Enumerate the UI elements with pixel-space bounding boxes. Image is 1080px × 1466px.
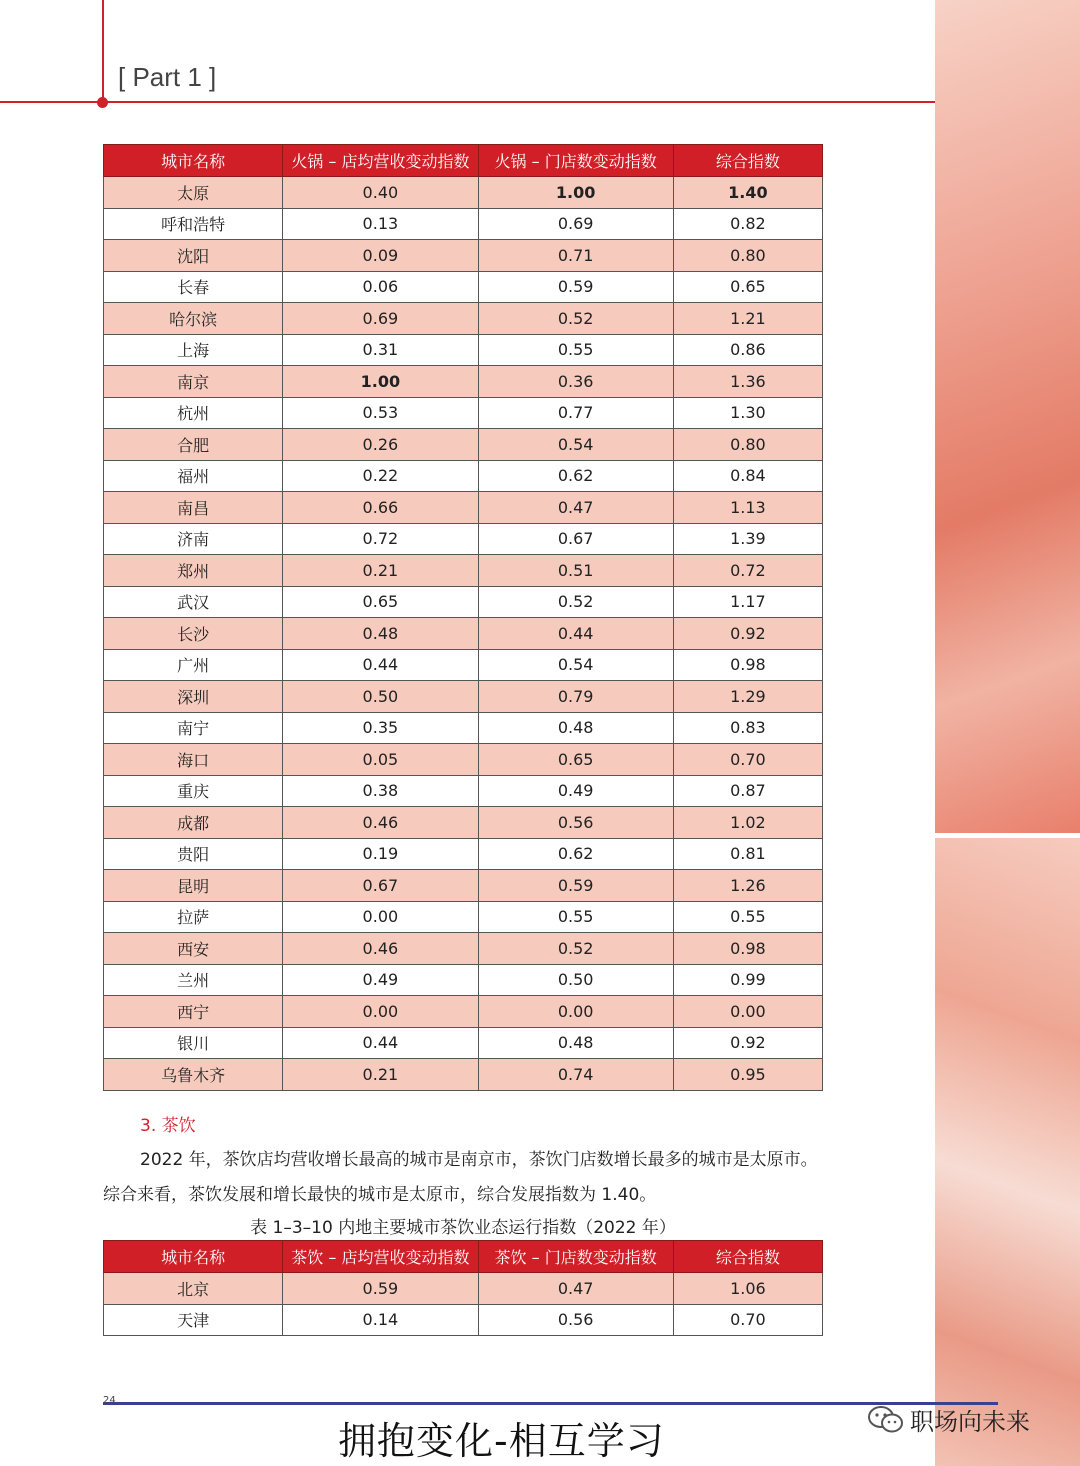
index-value-cell: 0.14 — [283, 1304, 478, 1336]
column-header-city: 城市名称 — [104, 145, 283, 177]
city-name-cell: 沈阳 — [104, 240, 283, 272]
table-row — [104, 996, 823, 1028]
table-row — [104, 807, 823, 839]
table-row — [104, 1027, 823, 1059]
index-value-cell: 0.98 — [673, 649, 822, 681]
index-value-cell: 0.48 — [478, 1027, 673, 1059]
index-value-cell: 0.05 — [283, 744, 478, 776]
index-value-cell: 0.50 — [478, 964, 673, 996]
index-value-cell: 0.00 — [673, 996, 822, 1028]
index-value-cell: 0.54 — [478, 429, 673, 461]
header-rule-dot — [97, 97, 108, 108]
index-value-cell: 0.47 — [478, 492, 673, 524]
city-name-cell: 哈尔滨 — [104, 303, 283, 335]
column-header-store-index: 火锅 – 门店数变动指数 — [478, 145, 673, 177]
city-name-cell: 郑州 — [104, 555, 283, 587]
index-value-cell: 0.62 — [478, 460, 673, 492]
index-value-cell: 0.52 — [478, 586, 673, 618]
index-value-cell: 1.17 — [673, 586, 822, 618]
table-row — [104, 334, 823, 366]
index-value-cell: 1.40 — [673, 177, 822, 209]
table-row — [104, 870, 823, 902]
section-paragraph: 2022 年，茶饮店均营收增长最高的城市是南京市，茶饮门店数增长最多的城市是太原市。综合来看，茶饮发展和增长最快的城市是太原市，综合发展指数为 1.40。 — [103, 1150, 818, 1205]
column-header-revenue-index: 茶饮 – 店均营收变动指数 — [283, 1241, 478, 1273]
city-name-cell: 武汉 — [104, 586, 283, 618]
index-value-cell: 0.46 — [283, 807, 478, 839]
index-value-cell: 0.51 — [478, 555, 673, 587]
index-value-cell: 0.92 — [673, 618, 822, 650]
part-label: [ Part 1 ] — [118, 62, 217, 92]
table-row — [104, 492, 823, 524]
column-header-composite-index: 综合指数 — [673, 1241, 822, 1273]
index-value-cell: 0.67 — [283, 870, 478, 902]
index-value-cell: 0.00 — [478, 996, 673, 1028]
index-value-cell: 1.39 — [673, 523, 822, 555]
index-value-cell: 0.53 — [283, 397, 478, 429]
index-value-cell: 0.86 — [673, 334, 822, 366]
table-row — [104, 1059, 823, 1091]
index-value-cell: 0.59 — [478, 870, 673, 902]
city-name-cell: 济南 — [104, 523, 283, 555]
city-name-cell: 上海 — [104, 334, 283, 366]
header-vertical-rule — [102, 0, 104, 102]
index-value-cell: 0.92 — [673, 1027, 822, 1059]
index-value-cell: 0.98 — [673, 933, 822, 965]
table-row — [104, 366, 823, 398]
table-row — [104, 555, 823, 587]
index-value-cell: 0.47 — [478, 1273, 673, 1305]
table-row — [104, 586, 823, 618]
index-value-cell: 0.48 — [478, 712, 673, 744]
wechat-watermark — [868, 1402, 1030, 1437]
index-value-cell: 1.36 — [673, 366, 822, 398]
index-value-cell: 1.30 — [673, 397, 822, 429]
index-value-cell: 0.87 — [673, 775, 822, 807]
table-row — [104, 271, 823, 303]
index-value-cell: 0.95 — [673, 1059, 822, 1091]
city-name-cell: 南昌 — [104, 492, 283, 524]
index-value-cell: 0.81 — [673, 838, 822, 870]
index-value-cell: 0.84 — [673, 460, 822, 492]
index-value-cell: 0.62 — [478, 838, 673, 870]
index-value-cell: 0.56 — [478, 807, 673, 839]
index-value-cell: 1.29 — [673, 681, 822, 713]
index-value-cell: 0.48 — [283, 618, 478, 650]
index-value-cell: 0.79 — [478, 681, 673, 713]
index-value-cell: 0.13 — [283, 208, 478, 240]
index-value-cell: 1.00 — [478, 177, 673, 209]
index-value-cell: 0.52 — [478, 933, 673, 965]
index-value-cell: 0.55 — [478, 901, 673, 933]
table-row — [104, 208, 823, 240]
column-header-revenue-index: 火锅 – 店均营收变动指数 — [283, 145, 478, 177]
index-value-cell: 0.80 — [673, 429, 822, 461]
index-value-cell: 0.38 — [283, 775, 478, 807]
table-row — [104, 744, 823, 776]
index-value-cell: 0.31 — [283, 334, 478, 366]
hotpot-index-table — [103, 144, 823, 1091]
wechat-icon — [868, 1405, 904, 1435]
index-value-cell: 0.66 — [283, 492, 478, 524]
index-value-cell: 0.44 — [283, 649, 478, 681]
column-header-store-index: 茶饮 – 门店数变动指数 — [478, 1241, 673, 1273]
index-value-cell: 0.99 — [673, 964, 822, 996]
index-value-cell: 0.80 — [673, 240, 822, 272]
table-row — [104, 964, 823, 996]
index-value-cell: 0.21 — [283, 1059, 478, 1091]
table-row — [104, 1273, 823, 1305]
table-row — [104, 838, 823, 870]
index-value-cell: 0.49 — [283, 964, 478, 996]
decorative-photo-top — [935, 0, 1080, 833]
index-value-cell: 0.35 — [283, 712, 478, 744]
index-value-cell: 0.44 — [478, 618, 673, 650]
index-value-cell: 0.52 — [478, 303, 673, 335]
index-value-cell: 0.74 — [478, 1059, 673, 1091]
city-name-cell: 昆明 — [104, 870, 283, 902]
index-value-cell: 0.49 — [478, 775, 673, 807]
city-name-cell: 海口 — [104, 744, 283, 776]
index-value-cell: 0.50 — [283, 681, 478, 713]
index-value-cell: 0.36 — [478, 366, 673, 398]
city-name-cell: 成都 — [104, 807, 283, 839]
index-value-cell: 1.00 — [283, 366, 478, 398]
table-row — [104, 460, 823, 492]
table-caption: 表 1–3–10 内地主要城市茶饮业态运行指数（2022 年） — [250, 1218, 676, 1238]
index-value-cell: 1.06 — [673, 1273, 822, 1305]
table-row — [104, 933, 823, 965]
city-name-cell: 银川 — [104, 1027, 283, 1059]
city-name-cell: 西安 — [104, 933, 283, 965]
city-name-cell: 重庆 — [104, 775, 283, 807]
city-name-cell: 贵阳 — [104, 838, 283, 870]
index-value-cell: 0.54 — [478, 649, 673, 681]
index-value-cell: 0.46 — [283, 933, 478, 965]
column-header-composite-index: 综合指数 — [673, 145, 822, 177]
table-row — [104, 177, 823, 209]
tea-drink-index-table — [103, 1240, 823, 1336]
table-row — [104, 397, 823, 429]
index-value-cell: 0.65 — [673, 271, 822, 303]
table-row — [104, 429, 823, 461]
index-value-cell: 0.59 — [478, 271, 673, 303]
index-value-cell: 0.09 — [283, 240, 478, 272]
city-name-cell: 长沙 — [104, 618, 283, 650]
index-value-cell: 0.72 — [283, 523, 478, 555]
index-value-cell: 0.22 — [283, 460, 478, 492]
city-name-cell: 兰州 — [104, 964, 283, 996]
index-value-cell: 0.26 — [283, 429, 478, 461]
city-name-cell: 杭州 — [104, 397, 283, 429]
index-value-cell: 0.82 — [673, 208, 822, 240]
index-value-cell: 0.06 — [283, 271, 478, 303]
city-name-cell: 南宁 — [104, 712, 283, 744]
index-value-cell: 0.55 — [673, 901, 822, 933]
table-header-row — [104, 145, 823, 177]
index-value-cell: 0.70 — [673, 744, 822, 776]
city-name-cell: 乌鲁木齐 — [104, 1059, 283, 1091]
city-name-cell: 呼和浩特 — [104, 208, 283, 240]
index-value-cell: 0.69 — [283, 303, 478, 335]
slogan-banner: 拥抱变化-相互学习 — [338, 1419, 665, 1463]
index-value-cell: 0.65 — [283, 586, 478, 618]
table-row — [104, 240, 823, 272]
city-name-cell: 太原 — [104, 177, 283, 209]
index-value-cell: 0.67 — [478, 523, 673, 555]
table-row — [104, 649, 823, 681]
footer-rule — [103, 1402, 998, 1405]
table-header-row — [104, 1241, 823, 1273]
city-name-cell: 北京 — [104, 1273, 283, 1305]
city-name-cell: 福州 — [104, 460, 283, 492]
index-value-cell: 0.40 — [283, 177, 478, 209]
city-name-cell: 西宁 — [104, 996, 283, 1028]
table-row — [104, 618, 823, 650]
column-header-city: 城市名称 — [104, 1241, 283, 1273]
index-value-cell: 0.72 — [673, 555, 822, 587]
index-value-cell: 0.19 — [283, 838, 478, 870]
index-value-cell: 0.71 — [478, 240, 673, 272]
index-value-cell: 0.59 — [283, 1273, 478, 1305]
table-row — [104, 775, 823, 807]
index-value-cell: 1.02 — [673, 807, 822, 839]
header-horizontal-rule — [0, 101, 935, 103]
table-row — [104, 681, 823, 713]
index-value-cell: 1.13 — [673, 492, 822, 524]
city-name-cell: 南京 — [104, 366, 283, 398]
table-row — [104, 1304, 823, 1336]
city-name-cell: 拉萨 — [104, 901, 283, 933]
city-name-cell: 合肥 — [104, 429, 283, 461]
index-value-cell: 0.69 — [478, 208, 673, 240]
decorative-photo-bottom — [935, 838, 1080, 1466]
index-value-cell: 0.00 — [283, 901, 478, 933]
index-value-cell: 1.21 — [673, 303, 822, 335]
city-name-cell: 长春 — [104, 271, 283, 303]
index-value-cell: 0.83 — [673, 712, 822, 744]
index-value-cell: 0.00 — [283, 996, 478, 1028]
city-name-cell: 广州 — [104, 649, 283, 681]
index-value-cell: 0.44 — [283, 1027, 478, 1059]
index-value-cell: 0.55 — [478, 334, 673, 366]
index-value-cell: 0.65 — [478, 744, 673, 776]
section-title: 3. 茶饮 — [140, 1116, 196, 1136]
index-value-cell: 0.21 — [283, 555, 478, 587]
table-row — [104, 901, 823, 933]
index-value-cell: 1.26 — [673, 870, 822, 902]
index-value-cell: 0.56 — [478, 1304, 673, 1336]
index-value-cell: 0.70 — [673, 1304, 822, 1336]
wechat-account-name: 职场向未来 — [910, 1408, 1030, 1436]
index-value-cell: 0.77 — [478, 397, 673, 429]
city-name-cell: 天津 — [104, 1304, 283, 1336]
table-row — [104, 712, 823, 744]
city-name-cell: 深圳 — [104, 681, 283, 713]
page-number: 24 — [103, 1395, 116, 1406]
table-row — [104, 523, 823, 555]
table-row — [104, 303, 823, 335]
